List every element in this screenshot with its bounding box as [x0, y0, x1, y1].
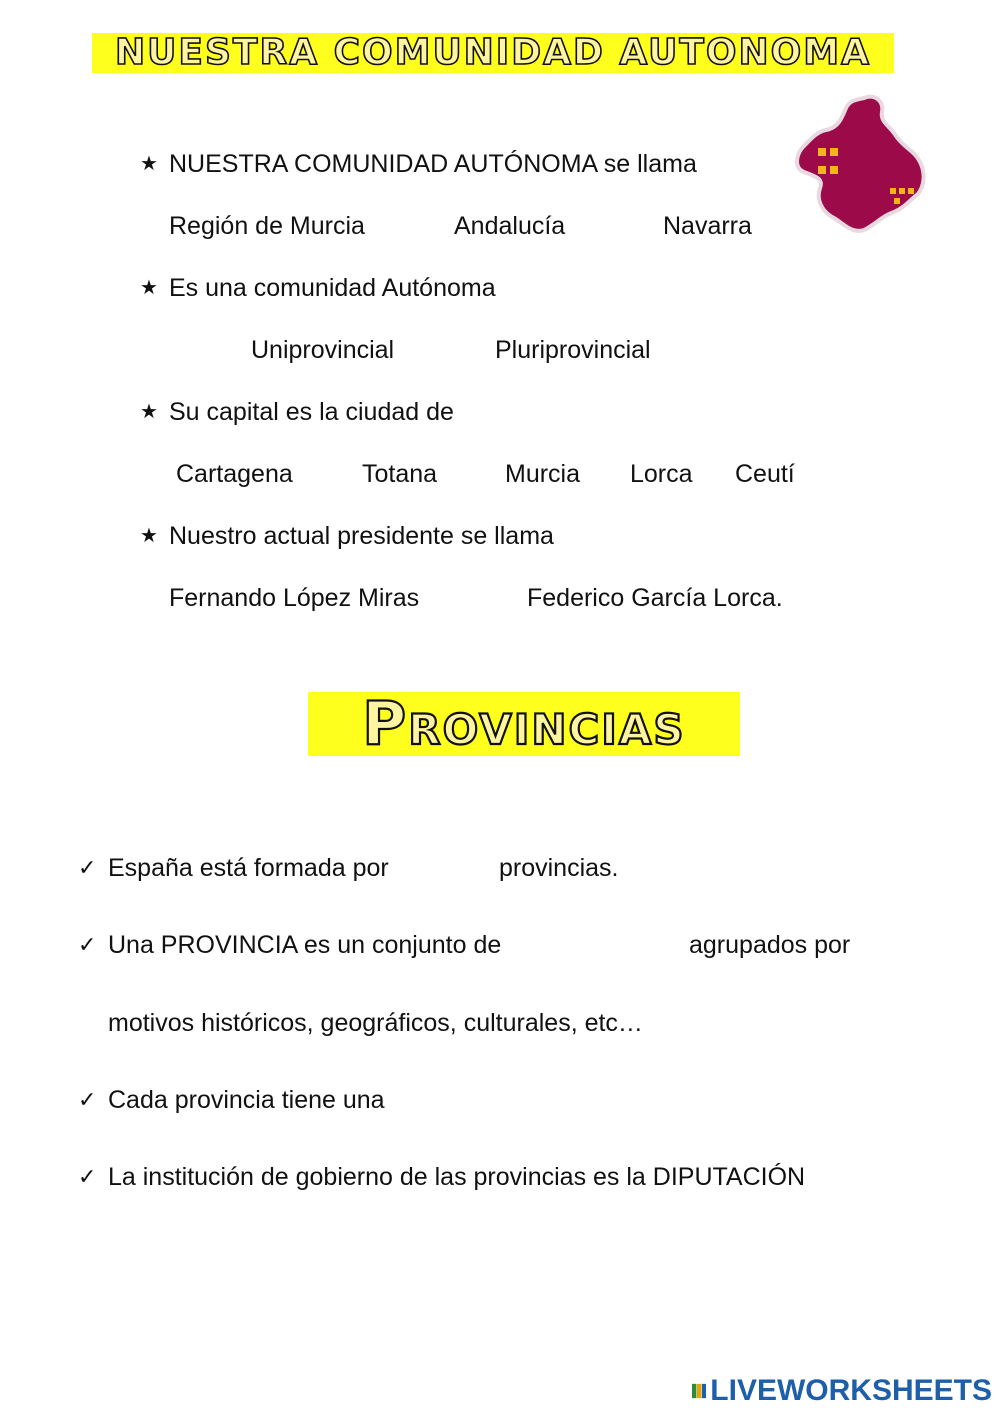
option-pluriprovincial[interactable]: Pluriprovincial — [495, 336, 651, 364]
question-3-text: Su capital es la ciudad de — [169, 398, 454, 426]
liveworksheets-logo[interactable] — [692, 1374, 992, 1408]
option-cartagena[interactable]: Cartagena — [176, 460, 293, 488]
question-1-text: NUESTRA COMUNIDAD AUTÓNOMA se llama — [169, 150, 697, 178]
question-2-text: Es una comunidad Autónoma — [169, 274, 496, 302]
star-icon: ★ — [140, 401, 158, 423]
item-4-text: La institución de gobierno de las provincias es la DIPUTACIÓN — [108, 1163, 806, 1191]
item-1-text: España está formada por — [108, 854, 389, 882]
question-4-text: Nuestro actual presidente se llama — [169, 522, 554, 550]
liveworksheets-logo-icon — [692, 1378, 706, 1404]
map-shape — [797, 97, 924, 231]
star-icon: ★ — [140, 153, 158, 175]
item-2-text-after: agrupados por — [689, 931, 851, 959]
item-1-text-after: provincias. — [499, 854, 619, 882]
option-ceuti[interactable]: Ceutí — [735, 460, 795, 488]
page-title: NUESTRA COMUNIDAD AUTONOMA — [92, 33, 894, 73]
option-region-de-murcia[interactable]: Región de Murcia — [169, 212, 365, 240]
checkmark-icon: ✓ — [78, 855, 97, 880]
option-fernando-lopez-miras[interactable]: Fernando López Miras — [169, 584, 420, 612]
footer-brand-text: LIVEWORKSHEETS — [710, 1374, 992, 1407]
option-murcia[interactable]: Murcia — [505, 460, 581, 488]
option-lorca[interactable]: Lorca — [630, 460, 693, 488]
option-totana[interactable]: Totana — [362, 460, 438, 488]
item-2-continuation: motivos históricos, geográficos, culturales, etc… — [108, 1009, 643, 1037]
option-navarra[interactable]: Navarra — [663, 212, 752, 240]
murcia-map-image — [786, 90, 936, 240]
checkmark-icon: ✓ — [78, 1164, 97, 1189]
star-icon: ★ — [140, 277, 158, 299]
item-3-text: Cada provincia tiene una — [108, 1086, 385, 1114]
option-andalucia[interactable]: Andalucía — [454, 212, 566, 240]
checkmark-icon: ✓ — [78, 1087, 97, 1112]
checkmark-icon: ✓ — [78, 932, 97, 957]
option-federico-garcia-lorca[interactable]: Federico García Lorca. — [527, 584, 783, 612]
star-icon: ★ — [140, 525, 158, 547]
section-title-provincias: Provincias — [308, 692, 740, 756]
option-uniprovincial[interactable]: Uniprovincial — [251, 336, 395, 364]
item-2-text: Una PROVINCIA es un conjunto de — [108, 931, 502, 959]
